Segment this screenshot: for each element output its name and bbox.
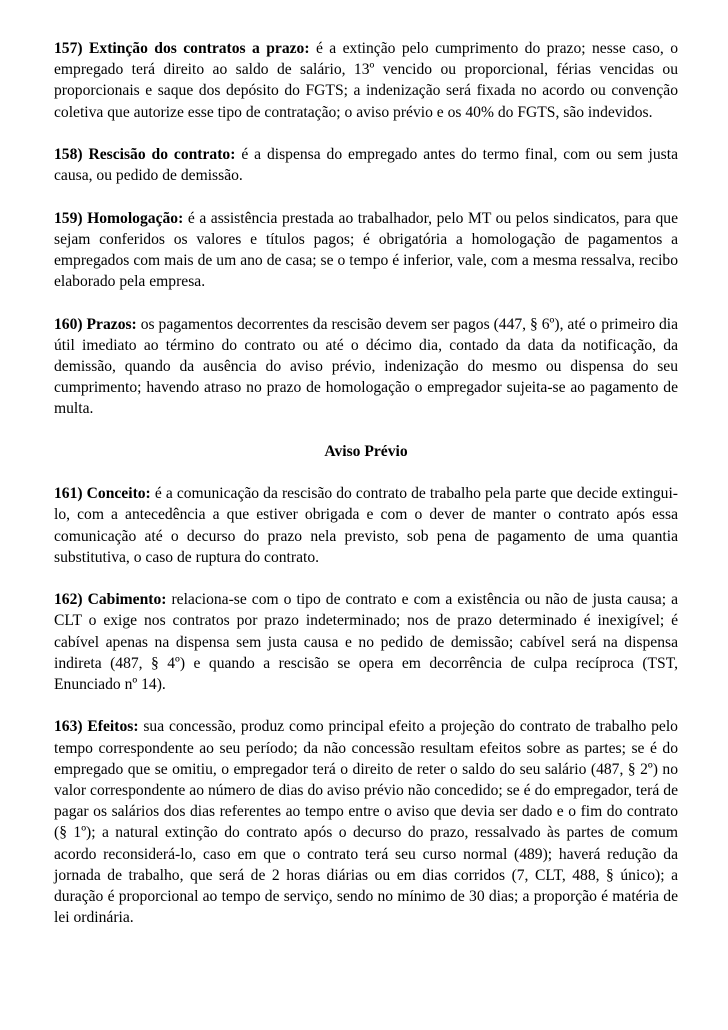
paragraph-term: 161) Conceito: (54, 485, 151, 503)
paragraph-text: relaciona-se com o tipo de contrato e com a existência ou não de justa causa; a CLT o exige nos contratos por prazo indeterminado; nos de prazo determinado é inexigível; é cabível apenas na dispensa sem justa causa e no pedido de demissão; cabível será na dispensa indireta (487, § 4º) e quando a rescisão se opera em decorrência de culpa recíproca (TST, Enunciado nº 14). (54, 591, 679, 693)
paragraph-157 (54, 38, 678, 123)
paragraph-term: 159) Homologação: (54, 209, 184, 227)
paragraph-text: é a dispensa do empregado antes do termo final, com ou sem justa causa, ou pedido de demissão. (54, 146, 678, 185)
paragraph-term: 157) Extinção dos contratos a prazo: (54, 40, 310, 57)
paragraph-term: 160) Prazos: (54, 315, 137, 333)
paragraph-162 (54, 589, 678, 695)
paragraph-160 (54, 314, 678, 420)
paragraph-161 (54, 483, 678, 568)
paragraph-text: é a extinção pelo cumprimento do prazo; nesse caso, o empregado terá direito ao saldo de salário, 13º vencido ou proporcional, férias vencidas ou proporcionais e saque dos depósito do FGTS; a indenização será fixada no acordo ou convenção coletiva que autorize esse tipo de contratação; o aviso prévio e os 40% do FGTS, são indevidos. (54, 40, 679, 121)
paragraph-text: é a assistência prestada ao trabalhador, pelo MT ou pelos sindicatos, para que sejam conferidos os valores e títulos pagos; é obrigatória a homologação de pagamentos a empregados com mais de um ano de casa; se o tempo é inferior, vale, com a mesma ressalva, recibo elaborado pela empresa. (54, 209, 678, 291)
paragraph-163 (54, 716, 678, 928)
paragraph-term: 158) Rescisão do contrato: (54, 146, 236, 163)
paragraph-text: é a comunicação da rescisão do contrato de trabalho pela parte que decide extingui-lo, com a antecedência a que estiver obrigada e com o dever de manter o contrato após essa comunicação até o decurso do prazo nela previsto, sob pena de pagamento de uma quantia substitutiva, o caso de ruptura do contrato. (54, 485, 678, 566)
paragraph-term: 162) Cabimento: (54, 591, 167, 609)
paragraph-term: 163) Efeitos: (54, 718, 139, 736)
paragraph-text: os pagamentos decorrentes da rescisão devem ser pagos (447, § 6º), até o primeiro dia útil imediato ao término do contrato ou até o décimo dia, contado da data da notificação, da demissão, quando da ausência do aviso prévio, indenização do mesmo ou dispensa do seu cumprimento; havendo atraso no prazo de homologação o empregador sujeita-se ao pagamento de multa. (54, 315, 678, 418)
document-page (54, 38, 678, 950)
paragraph-text: sua concessão, produz como principal efeito a projeção do contrato de trabalho pelo tempo correspondente ao seu período; da não concessão resultam efeitos sobre as partes; se é do empregado que se omitiu, o empregador terá o direito de reter o saldo do seu salário (487, § 2º) no valor correspondente ao número de dias do aviso prévio não concedido; se é do empregador, terá de pagar os salários dos dias referentes ao tempo entre o aviso que devia ser dado e o fim do contrato (§ 1º); a natural extinção do contrato após o decurso do prazo, ressalvado às partes de comum acordo reconsiderá-lo, caso em que o contrato terá seu curso normal (489); haverá redução da jornada de trabalho, que será de 2 horas diárias ou em dias corridos (7, CLT, 488, § único); a duração é proporcional ao tempo de serviço, sendo no mínimo de 30 dias; a proporção é matéria de lei ordinária. (54, 718, 678, 927)
section-title: Aviso Prévio (324, 442, 408, 460)
paragraph-158 (54, 144, 678, 186)
paragraph-159 (54, 208, 678, 293)
